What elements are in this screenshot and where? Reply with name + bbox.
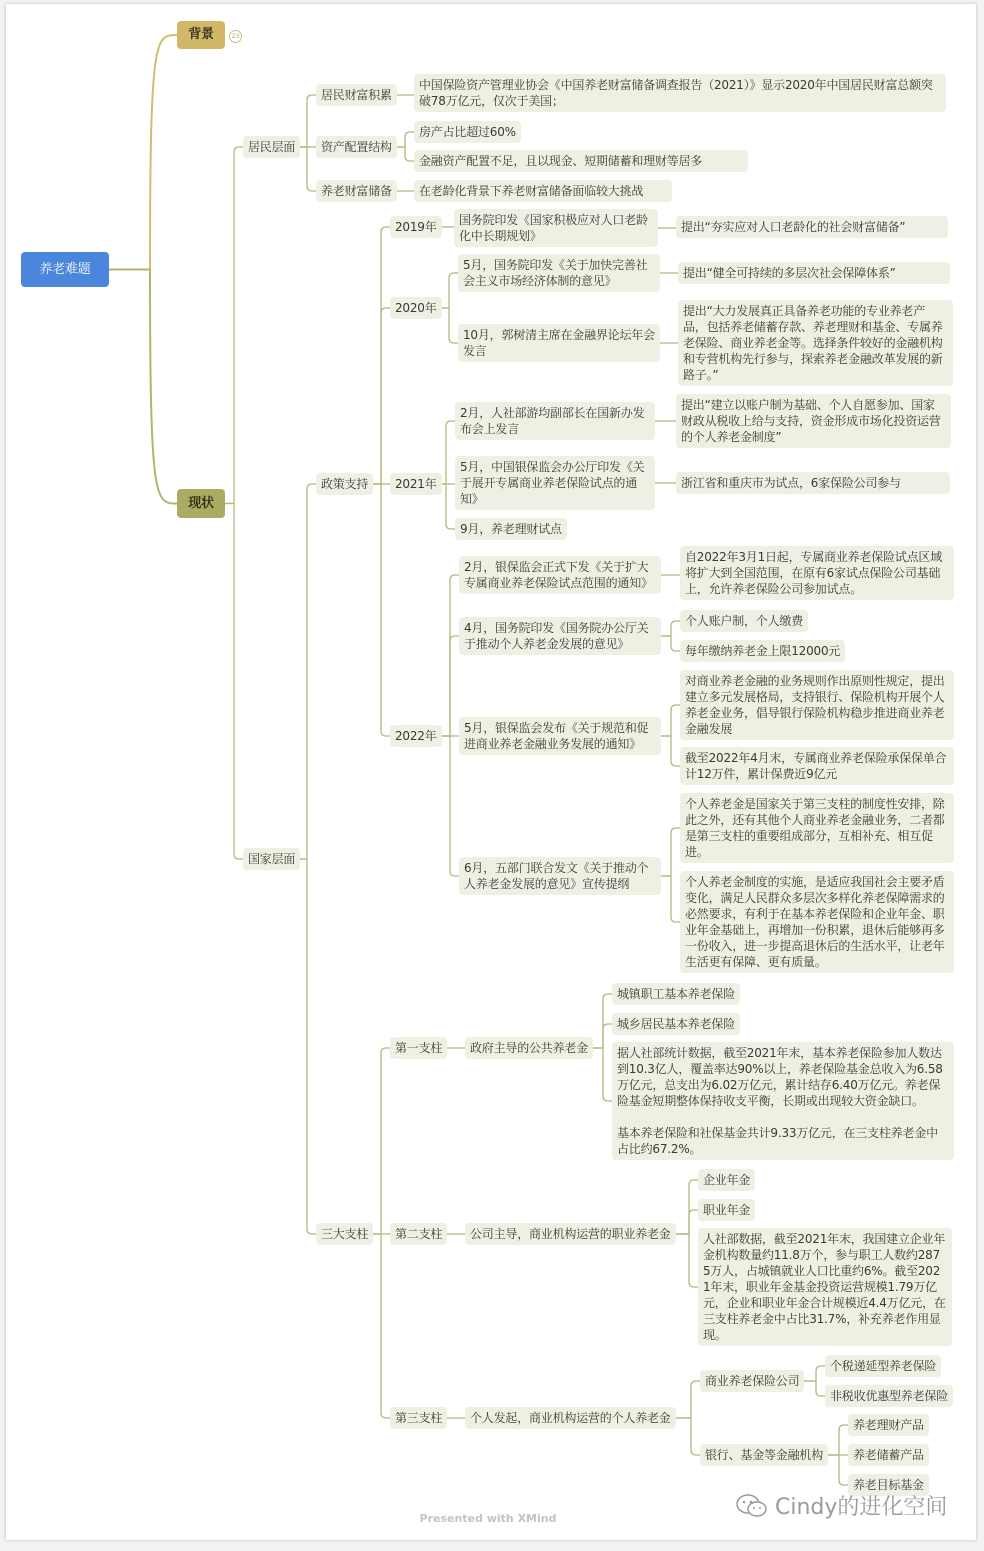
topic-connector bbox=[300, 859, 316, 1234]
topic-connector bbox=[804, 1366, 825, 1381]
topic-2021-may-detail[interactable]: 浙江省和重庆市为试点，6家保险公司参与 bbox=[676, 472, 950, 494]
topic-connector bbox=[676, 1418, 700, 1455]
topic-2021-sep[interactable]: 9月，养老理财试点 bbox=[455, 518, 567, 540]
topic-connector bbox=[676, 1234, 698, 1287]
topic-connector bbox=[442, 308, 458, 343]
topic-connector bbox=[661, 876, 680, 922]
watermark bbox=[735, 1490, 947, 1521]
topic-pillar-1-rural[interactable]: 城乡居民基本养老保险 bbox=[612, 1013, 740, 1035]
topic-banks-funds[interactable]: 银行、基金等金融机构 bbox=[700, 1444, 828, 1466]
topic-pillar-2[interactable]: 第二支柱 bbox=[390, 1223, 447, 1245]
topic-connector bbox=[442, 736, 459, 876]
topic-connector bbox=[676, 1381, 700, 1418]
topic-2022-feb-detail[interactable]: 自2022年3月1日起，专属商业养老保险试点区域将扩大到全国范围，在原有6家试点保险公司基础上，允许养老保险公司参加试点。 bbox=[680, 546, 954, 600]
topic-resident-level[interactable]: 居民层面 bbox=[243, 136, 300, 158]
topic-asset-allocation[interactable]: 资产配置结构 bbox=[316, 136, 397, 158]
topic-2022-jun-detail-1[interactable]: 个人养老金是国家关于第三支柱的制度性安排，除此之外，还有其他个人商业养老金融业务，二者都是第三支柱的重要组成部分，互相补充、相互促进。 bbox=[680, 793, 954, 863]
topic-connector bbox=[442, 636, 459, 736]
topic-connector bbox=[300, 95, 316, 147]
topic-2022-jun-detail-2[interactable]: 个人养老金制度的实施，是适应我国社会主要矛盾变化，满足人民群众多层次多样化养老保障需求的必然要求，有利于在基本养老保险和企业年金、职业年金基础上，再增加一份积累，退休后能够再多一份收入，进一步提高退休后的生活水平，让老年生活更有保障、更有质量。 bbox=[680, 871, 954, 973]
topic-pillar-2-enterprise[interactable]: 企业年金 bbox=[698, 1169, 755, 1191]
topic-tax-deferred-insurance[interactable]: 个税递延型养老保险 bbox=[825, 1355, 941, 1377]
topic-savings-products[interactable]: 养老储蓄产品 bbox=[848, 1444, 929, 1466]
topic-2021-may[interactable]: 5月，中国银保监会办公厅印发《关于展开专属商业养老保险试点的通知》 bbox=[455, 456, 655, 510]
topic-connector bbox=[442, 421, 455, 484]
topic-connector bbox=[676, 1210, 698, 1234]
topic-2022-may-detail-1[interactable]: 对商业养老金融的业务规则作出原则性规定，提出建立多元发展格局，支持银行、保险机构开展个人养老金业务，倡导银行保险机构稳步推进商业养老金融发展 bbox=[680, 670, 954, 740]
branch-connector bbox=[109, 35, 177, 270]
wechat-icon bbox=[735, 1493, 769, 1519]
topic-connector bbox=[373, 1048, 390, 1234]
topic-connector bbox=[661, 636, 680, 651]
topic-asset-allocation-2[interactable]: 金融资产配置不足，且以现金、短期储蓄和理财等居多 bbox=[414, 150, 748, 172]
topic-2022-feb[interactable]: 2月，银保监会正式下发《关于扩大专属商业养老保险试点范围的通知》 bbox=[459, 556, 661, 594]
topic-connector bbox=[373, 484, 390, 736]
topic-2021-feb[interactable]: 2月，人社部游均副部长在国新办发布会上发言 bbox=[455, 402, 655, 440]
topic-target-funds[interactable]: 养老目标基金 bbox=[848, 1474, 929, 1496]
topic-policy-support[interactable]: 政策支持 bbox=[316, 473, 373, 495]
topic-2020-may-detail[interactable]: 提出“健全可持续的多层次社会保障体系” bbox=[678, 262, 950, 284]
topic-connector bbox=[661, 705, 680, 736]
topic-commercial-insurers[interactable]: 商业养老保险公司 bbox=[700, 1370, 804, 1392]
topic-2022-apr[interactable]: 4月，国务院印发《国务院办公厅关于推动个人养老金发展的意见》 bbox=[459, 617, 661, 655]
topic-year-2020[interactable]: 2020年 bbox=[390, 297, 442, 319]
topic-pension-reserve[interactable]: 养老财富储备 bbox=[316, 180, 397, 202]
xmind-footer: Presented with XMind bbox=[419, 1512, 557, 1525]
topic-2020-may[interactable]: 5月，国务院印发《关于加快完善社会主义市场经济体制的意见》 bbox=[458, 254, 660, 292]
topic-2020-oct[interactable]: 10月，郭树清主席在金融界论坛年会发言 bbox=[458, 324, 660, 362]
topic-2022-may[interactable]: 5月，银保监会发布《关于规范和促进商业养老金融业务发展的通知》 bbox=[459, 717, 661, 755]
branch-background[interactable]: 背景 bbox=[177, 21, 225, 49]
topic-2020-oct-detail[interactable]: 提出“大力发展真正具备养老功能的专业养老产品，包括养老储蓄存款、养老理财和基金、专属养老保险、商业养老金等。选择条件较好的金融机构和专营机构先行参与，探索养老金融改革发展的新路子。” bbox=[678, 300, 953, 386]
topic-2022-apr-detail-1[interactable]: 个人账户制，个人缴费 bbox=[680, 610, 808, 632]
collapsed-count-badge[interactable]: 23 bbox=[229, 30, 242, 43]
topic-connector bbox=[442, 273, 458, 308]
topic-connector bbox=[397, 147, 414, 161]
topic-connector bbox=[300, 484, 316, 859]
topic-year-2022[interactable]: 2022年 bbox=[390, 725, 442, 747]
topic-connector bbox=[661, 621, 680, 636]
topic-2019-plan-detail[interactable]: 提出“夯实应对人口老龄化的社会财富储备” bbox=[676, 216, 948, 238]
topic-year-2021[interactable]: 2021年 bbox=[390, 473, 442, 495]
topic-connector bbox=[828, 1425, 848, 1455]
topic-connector bbox=[373, 1234, 390, 1418]
topic-connector bbox=[676, 1180, 698, 1234]
root-topic[interactable]: 养老难题 bbox=[21, 252, 109, 287]
topic-connector bbox=[661, 828, 680, 876]
topic-wealth-accumulation[interactable]: 居民财富积累 bbox=[316, 84, 397, 106]
topic-connector bbox=[828, 1455, 848, 1485]
topic-asset-allocation-1[interactable]: 房产占比超过60% bbox=[414, 121, 521, 143]
topic-connector bbox=[442, 484, 455, 529]
topic-connector bbox=[661, 736, 680, 766]
topic-three-pillars[interactable]: 三大支柱 bbox=[316, 1223, 373, 1245]
topic-pension-reserve-detail[interactable]: 在老龄化背景下养老财富储备面临较大挑战 bbox=[414, 180, 672, 202]
topic-pillar-2-occupational[interactable]: 职业年金 bbox=[698, 1199, 755, 1221]
topic-connector bbox=[225, 504, 243, 860]
topic-2022-jun[interactable]: 6月，五部门联合发文《关于推动个人养老金发展的意见》宣传提纲 bbox=[459, 857, 661, 895]
topic-year-2019[interactable]: 2019年 bbox=[390, 216, 442, 238]
topic-connector bbox=[300, 147, 316, 191]
topic-connector bbox=[804, 1381, 825, 1396]
topic-2022-may-detail-2[interactable]: 截至2022年4月末，专属商业养老保险承保保单合计12万件，累计保费近9亿元 bbox=[680, 747, 954, 785]
topic-pillar-3[interactable]: 第三支柱 bbox=[390, 1407, 447, 1429]
topic-wealth-accumulation-detail[interactable]: 中国保险资产管理业协会《中国养老财富储备调查报告（2021）》显示2020年中国居民财富总额突破78万亿元，仅次于美国； bbox=[414, 74, 946, 112]
topic-non-tax-insurance[interactable]: 非税收优惠型养老保险 bbox=[825, 1385, 953, 1407]
topic-pillar-1-desc[interactable]: 政府主导的公共养老金 bbox=[465, 1037, 593, 1059]
topic-2022-apr-detail-2[interactable]: 每年缴纳养老金上限12000元 bbox=[680, 640, 845, 662]
topic-pillar-3-desc[interactable]: 个人发起，商业机构运营的个人养老金 bbox=[465, 1407, 676, 1429]
topic-2019-plan[interactable]: 国务院印发《国家积极应对人口老龄化中长期规划》 bbox=[454, 209, 658, 247]
topic-connector bbox=[593, 1048, 612, 1101]
topic-connector bbox=[397, 132, 414, 147]
topic-wealth-products[interactable]: 养老理财产品 bbox=[848, 1414, 929, 1436]
topic-2021-feb-detail[interactable]: 提出“建立以账户制为基础、个人自愿参加、国家财政从税收上给与支持，资金形成市场化投资运营的个人养老金制度” bbox=[676, 394, 951, 448]
topic-pillar-2-stats[interactable]: 人社部数据，截至2021年末，我国建立企业年金机构数量约11.8万个，参与职工人数约2875万人，占城镇就业人口比重约6%。截至2021年末，职业年金基金投资运营规模1.79万亿元，企业和职业年金合计规模近4.4万亿元，在三支柱养老金中占比31.7%，补充养老作用显现。 bbox=[698, 1228, 952, 1346]
topic-connector bbox=[225, 147, 243, 504]
branch-status[interactable]: 现状 bbox=[177, 489, 225, 518]
topic-connector bbox=[373, 308, 390, 484]
watermark-text: Cindy的进化空间 bbox=[775, 1495, 948, 1520]
topic-pillar-2-desc[interactable]: 公司主导，商业机构运营的职业养老金 bbox=[465, 1223, 676, 1245]
topic-pillar-1-stats[interactable]: 据人社部统计数据，截至2021年末，基本养老保险参加人数达到10.3亿人，覆盖率达90%以上，养老保险基金总收入为6.58万亿元，总支出为6.02万亿元，累计结存6.40万亿元。养老保险基金短期整体保持收支平衡，长期或出现较大资金缺口。 基本养老保险和社保基金共计9.33万亿元，在三支柱养老金中占比约67.2%。 bbox=[612, 1042, 954, 1160]
topic-connector bbox=[593, 1024, 612, 1048]
topic-national-level[interactable]: 国家层面 bbox=[243, 848, 300, 870]
branch-connector bbox=[109, 270, 177, 504]
topic-pillar-1-urban[interactable]: 城镇职工基本养老保险 bbox=[612, 983, 740, 1005]
topic-pillar-1[interactable]: 第一支柱 bbox=[390, 1037, 447, 1059]
